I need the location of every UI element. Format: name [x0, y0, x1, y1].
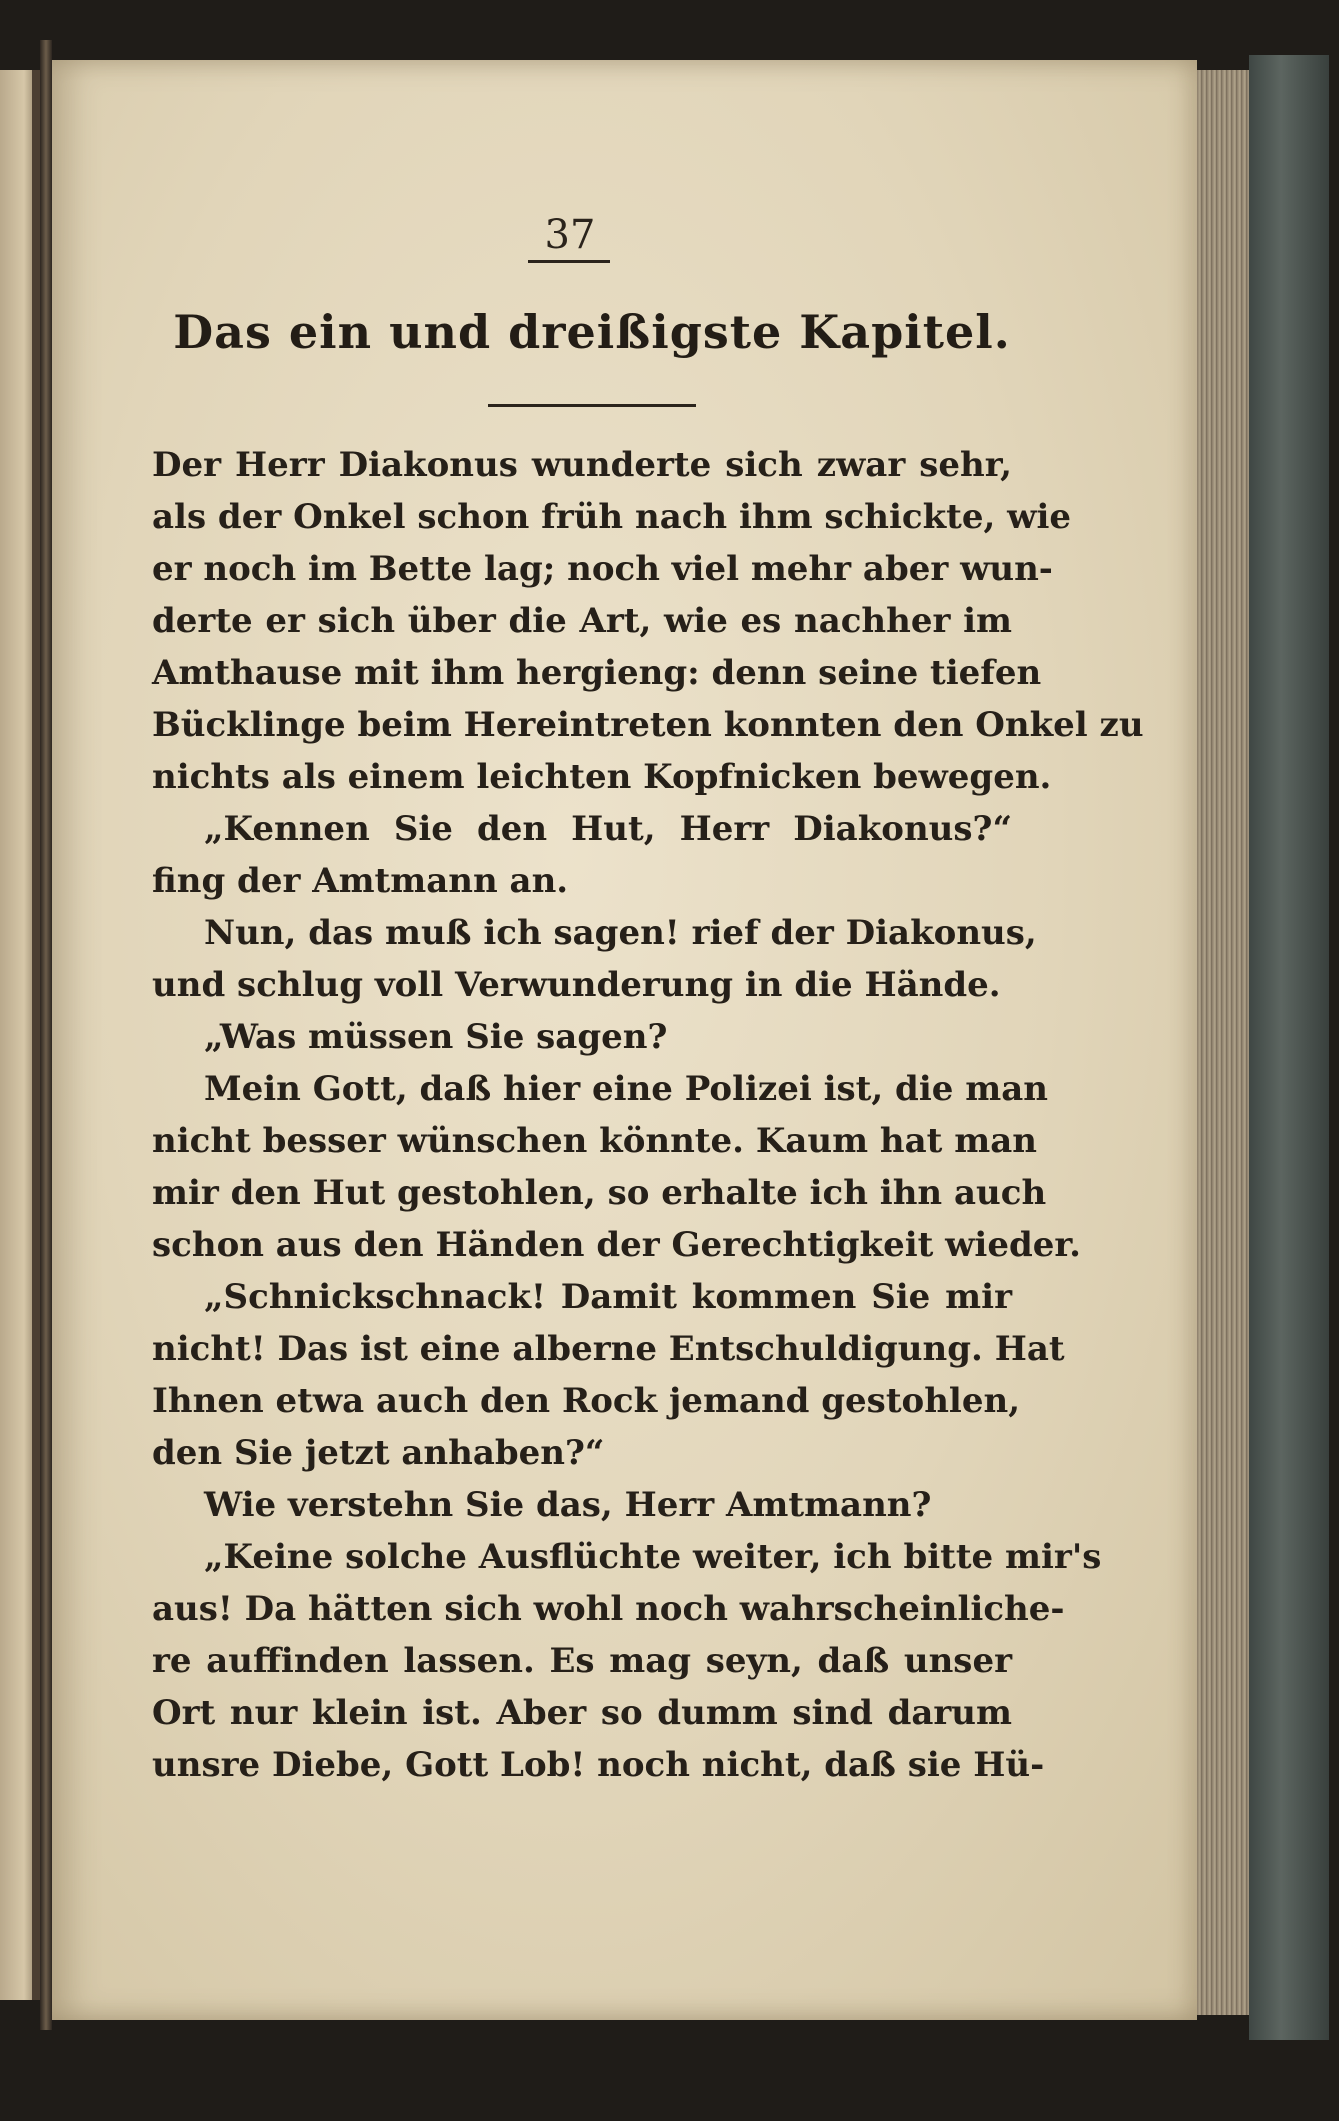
text-line: derte er sich über die Art, wie es nachher im [152, 601, 1012, 641]
text-line: Wie verstehn Sie das, Herr Amtmann? [204, 1485, 932, 1525]
title-rule [488, 404, 696, 407]
text-line: aus! Da hätten sich wohl noch wahrscheinliche- [152, 1589, 1065, 1629]
text-line: Bücklinge beim Hereintreten konnten den Onkel zu [152, 705, 1144, 745]
text-line: mir den Hut gestohlen, so erhalte ich ihn auch [152, 1173, 1047, 1213]
book-cover-edge [1249, 55, 1329, 2040]
text-line: Ihnen etwa auch den Rock jemand gestohlen, [152, 1381, 1021, 1421]
chapter-title: Das ein und dreißigste Kapitel. [173, 305, 1011, 359]
text-line: Mein Gott, daß hier eine Polizei ist, die man [204, 1069, 1048, 1109]
text-line: Nun, das muß ich sagen! rief der Diakonus, [204, 913, 1037, 953]
text-line: „Schnickschnack! Damit kommen Sie mir [204, 1277, 1012, 1317]
text-line: als der Onkel schon früh nach ihm schickte, wie [152, 497, 1071, 537]
text-line: und schlug voll Verwunderung in die Hände. [152, 965, 1001, 1005]
text-line: re auffinden lassen. Es mag seyn, daß unser [152, 1641, 1012, 1681]
text-line: nichts als einem leichten Kopfnicken bewegen. [152, 757, 1052, 797]
text-line: Ort nur klein ist. Aber so dumm sind darum [152, 1693, 1012, 1733]
text-line: „Keine solche Ausflüchte weiter, ich bitte mir's [204, 1537, 1102, 1577]
text-line: „Kennen Sie den Hut, Herr Diakonus?“ [204, 809, 1012, 849]
page-number: 37 [544, 212, 596, 258]
text-line: „Was müssen Sie sagen? [204, 1017, 668, 1057]
text-line: unsre Diebe, Gott Lob! noch nicht, daß sie Hü- [152, 1745, 1045, 1785]
text-line: Der Herr Diakonus wunderte sich zwar sehr, [152, 445, 1012, 485]
text-line: den Sie jetzt anhaben?“ [152, 1433, 605, 1473]
text-line: nicht! Das ist eine alberne Entschuldigung. Hat [152, 1329, 1065, 1369]
text-line: Amthause mit ihm hergieng: denn seine tiefen [152, 653, 1042, 693]
page-stack-edge [1197, 70, 1249, 2015]
text-line: er noch im Bette lag; noch viel mehr aber wun- [152, 549, 1053, 589]
text-line: schon aus den Händen der Gerechtigkeit wieder. [152, 1225, 1082, 1265]
book-gutter [40, 40, 52, 2030]
text-line: fing der Amtmann an. [152, 861, 569, 901]
page-number-rule [528, 260, 610, 263]
facing-page-edge [0, 70, 40, 2000]
text-line: nicht besser wünschen könnte. Kaum hat man [152, 1121, 1037, 1161]
